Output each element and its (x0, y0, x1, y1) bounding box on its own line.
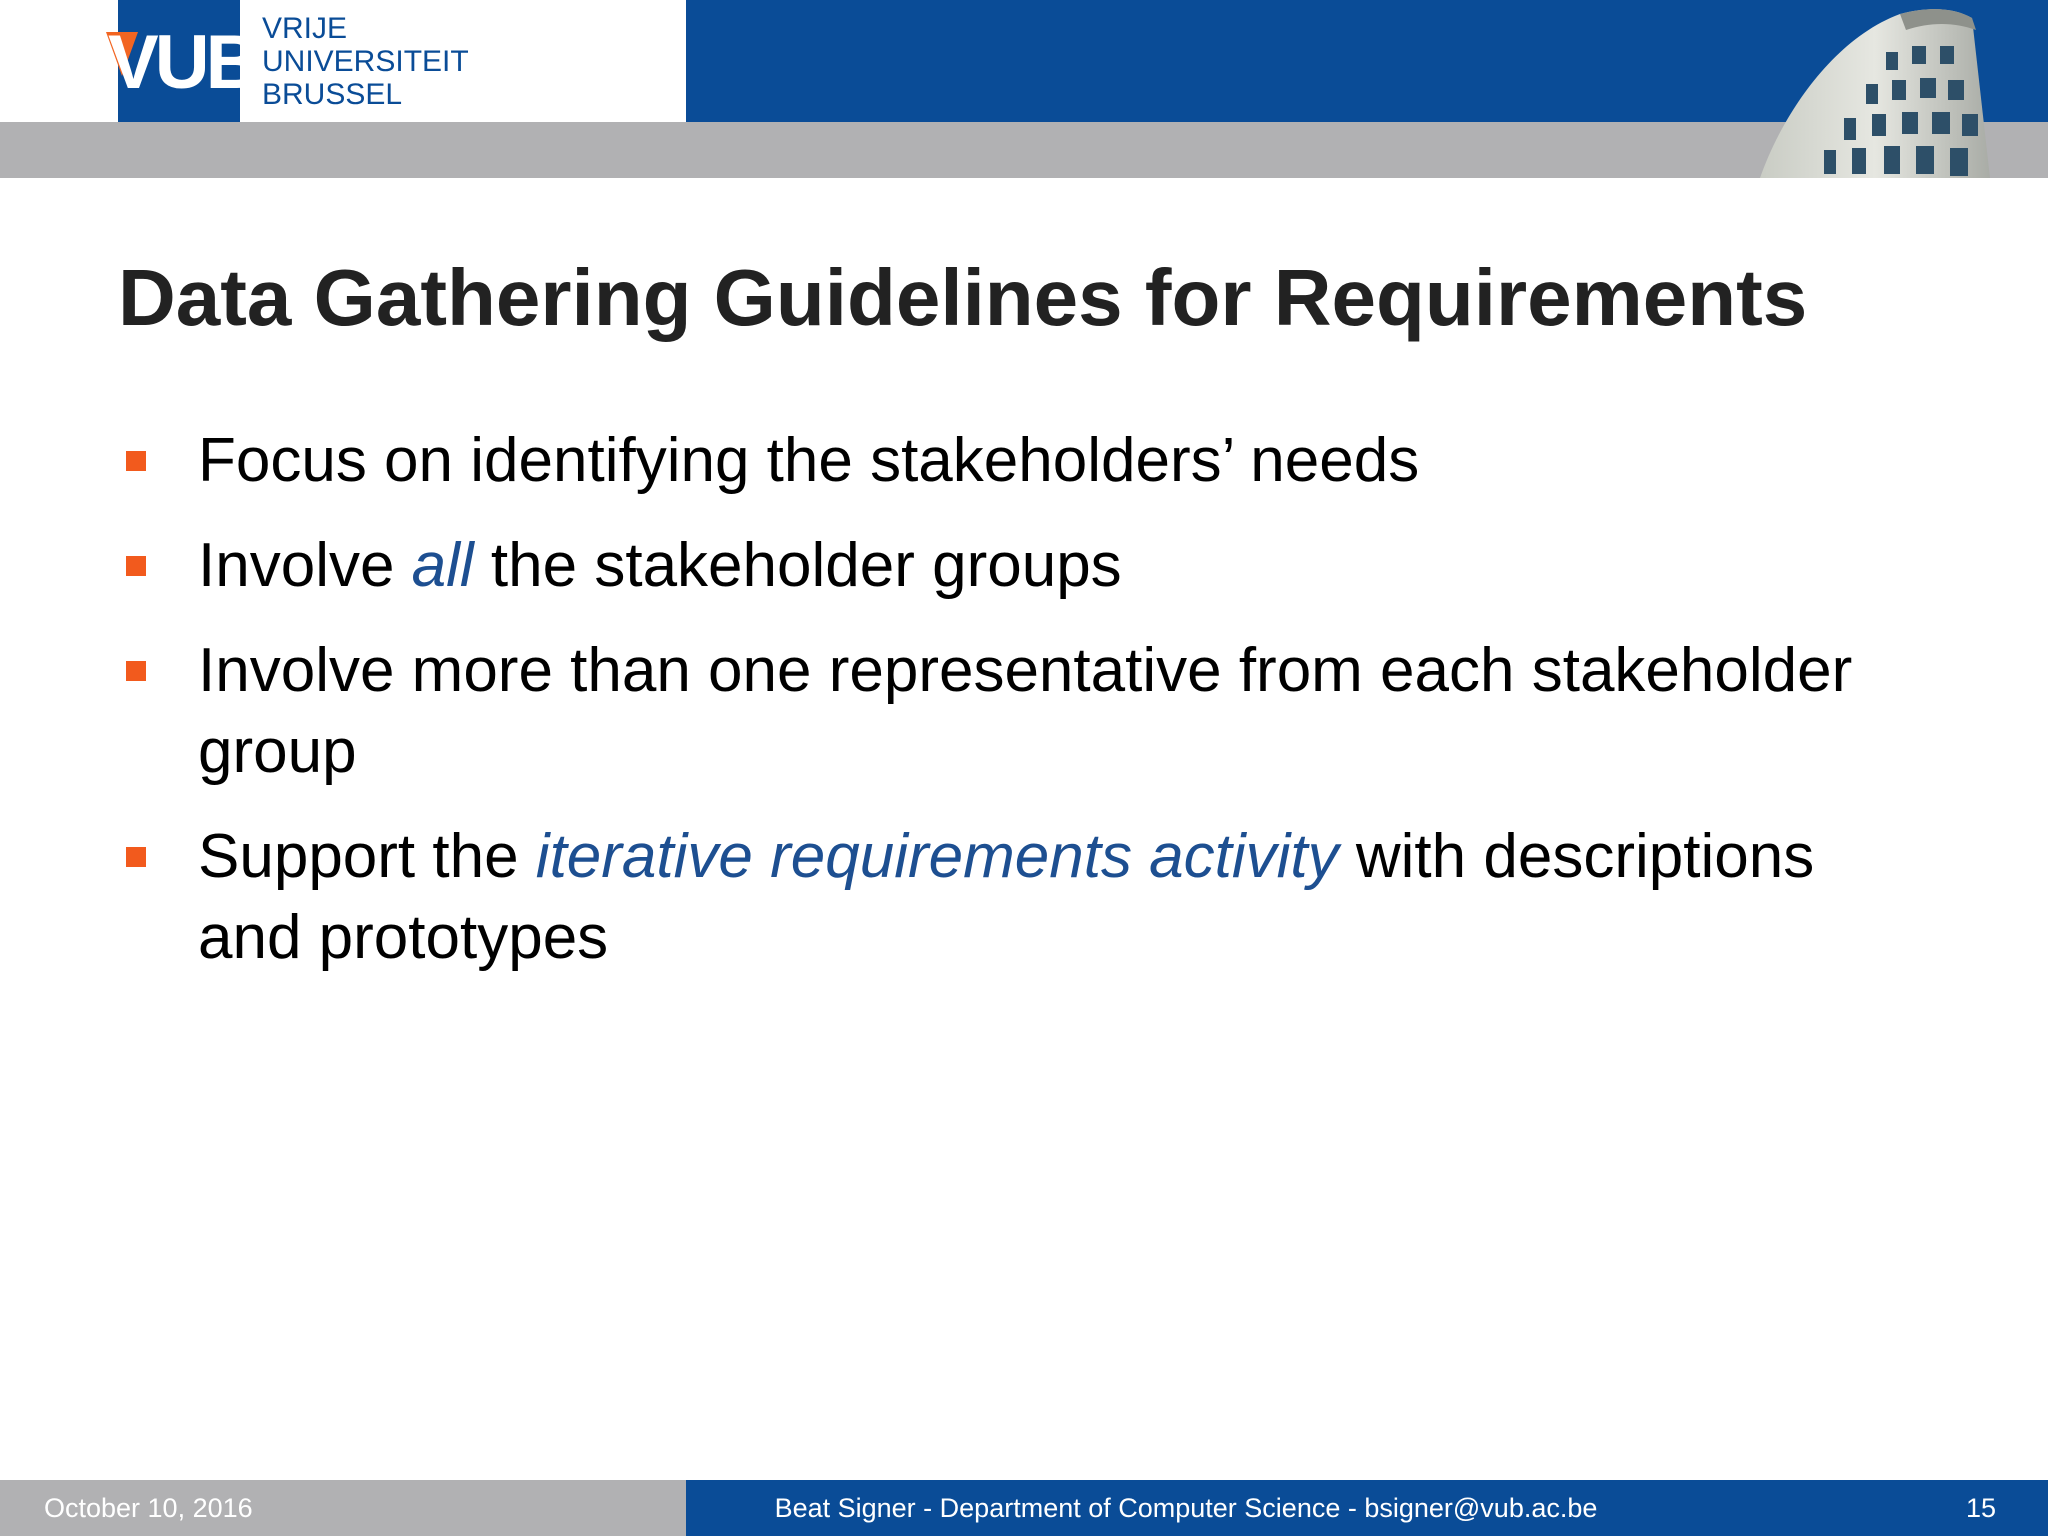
square-bullet-icon (126, 847, 146, 867)
bullet-emphasis: iterative requirements activity (535, 822, 1339, 891)
footer-date: October 10, 2016 (44, 1493, 253, 1523)
wordmark-line: VRIJE (262, 12, 348, 45)
university-logo: VUB (108, 20, 257, 105)
building-illustration (1740, 0, 2000, 178)
bullet-item (118, 630, 1898, 792)
square-bullet-icon (126, 556, 146, 576)
page-number: 15 (1965, 1493, 1996, 1523)
square-bullet-icon (126, 451, 146, 471)
wordmark-line: UNIVERSITEIT (262, 45, 469, 78)
university-wordmark (262, 12, 469, 111)
bullet-item (118, 816, 1898, 978)
bullet-text: Involve more than one representative from each stakeholder group (198, 636, 1853, 786)
bullet-text: with descriptions and prototypes (198, 822, 1815, 972)
slide-title: Data Gathering Guidelines for Requirements (118, 253, 1808, 342)
wordmark-line: BRUSSEL (262, 78, 403, 111)
bullet-emphasis: all (411, 531, 474, 600)
bullet-text: Involve (198, 531, 412, 600)
bullet-item (118, 420, 1898, 501)
bullet-item (118, 525, 1898, 606)
footer-author: Beat Signer - Department of Computer Science - bsigner@vub.ac.be (774, 1493, 1598, 1523)
bullet-text: Support the (198, 822, 536, 891)
bullet-text: Focus on identifying the stakeholders’ needs (198, 426, 1420, 495)
bullet-text: the stakeholder groups (473, 531, 1122, 600)
square-bullet-icon (126, 661, 146, 681)
bullet-list (118, 420, 1898, 1002)
